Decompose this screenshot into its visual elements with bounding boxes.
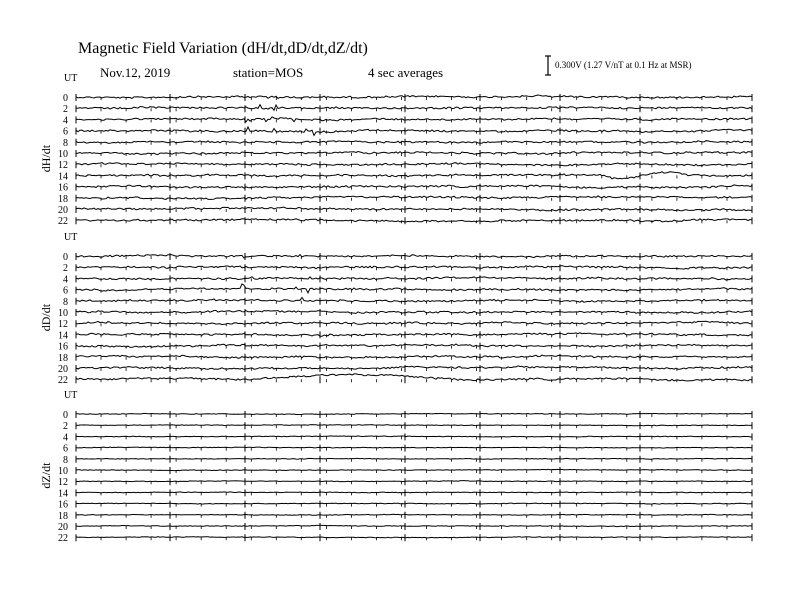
trace-line bbox=[76, 284, 752, 293]
date-label: Nov.12, 2019 bbox=[100, 65, 171, 80]
hour-tick-label: 18 bbox=[58, 193, 68, 205]
trace-line bbox=[76, 374, 752, 381]
hour-tick-label: 8 bbox=[63, 296, 68, 308]
trace-line bbox=[76, 492, 752, 493]
hour-tick-label: 4 bbox=[63, 274, 68, 286]
trace-line bbox=[76, 481, 752, 482]
hour-tick-label: 16 bbox=[58, 341, 68, 353]
trace-line bbox=[76, 514, 752, 515]
trace-line bbox=[76, 344, 752, 347]
hour-tick-label: 8 bbox=[63, 454, 68, 466]
trace-line bbox=[76, 95, 752, 98]
hour-tick-label: 20 bbox=[58, 522, 68, 533]
hour-tick-label: 2 bbox=[63, 421, 68, 433]
trace-line bbox=[76, 152, 752, 155]
chart-title: Magnetic Field Variation (dH/dt,dD/dt,dZ/dt) bbox=[78, 40, 368, 57]
trace-line bbox=[76, 277, 752, 280]
hour-tick-label: 10 bbox=[58, 466, 68, 477]
panel-label: dD/dt bbox=[39, 303, 53, 332]
trace-line bbox=[76, 458, 752, 459]
trace-line bbox=[76, 266, 752, 270]
ut-axis-label: UT bbox=[64, 232, 78, 243]
hour-tick-label: 18 bbox=[58, 510, 68, 522]
hour-tick-label: 18 bbox=[58, 352, 68, 364]
hour-tick-label: 4 bbox=[63, 432, 68, 444]
hour-tick-label: 6 bbox=[63, 285, 68, 297]
trace-line bbox=[76, 366, 752, 370]
panel-label: dZ/dt bbox=[39, 462, 53, 489]
hour-tick-label: 8 bbox=[63, 137, 68, 149]
hour-tick-label: 20 bbox=[58, 364, 68, 375]
trace-line bbox=[76, 298, 752, 303]
trace-line bbox=[76, 163, 752, 166]
trace-line bbox=[76, 436, 752, 437]
scale-label: 0.300V (1.27 V/nT at 0.1 Hz at MSR) bbox=[555, 60, 692, 70]
trace-line bbox=[76, 105, 752, 111]
hour-tick-label: 14 bbox=[58, 488, 68, 500]
hour-tick-label: 16 bbox=[58, 182, 68, 194]
hour-tick-label: 12 bbox=[58, 477, 68, 489]
scale-bar bbox=[545, 56, 692, 75]
trace-line bbox=[76, 447, 752, 448]
trace-line bbox=[76, 333, 752, 337]
hour-tick-label: 12 bbox=[58, 160, 68, 172]
trace-line bbox=[76, 525, 752, 526]
hour-tick-label: 14 bbox=[58, 330, 68, 342]
hour-tick-label: 0 bbox=[63, 93, 68, 104]
trace-line bbox=[76, 141, 752, 144]
hour-tick-label: 0 bbox=[63, 252, 68, 263]
panels bbox=[39, 73, 752, 544]
trace-line bbox=[76, 196, 752, 200]
ut-axis-label: UT bbox=[64, 73, 78, 84]
panel-dz-dt bbox=[39, 390, 752, 544]
trace-line bbox=[76, 172, 752, 179]
trace-line bbox=[76, 207, 752, 211]
hour-tick-label: 22 bbox=[58, 216, 68, 228]
hour-tick-label: 4 bbox=[63, 115, 68, 127]
trace-line bbox=[76, 425, 752, 426]
trace-line bbox=[76, 311, 752, 314]
hour-tick-label: 22 bbox=[58, 533, 68, 545]
hour-tick-label: 2 bbox=[63, 104, 68, 116]
trace-line bbox=[76, 219, 752, 222]
hour-tick-label: 6 bbox=[63, 443, 68, 455]
panel-dd-dt bbox=[39, 232, 752, 386]
trace-line bbox=[76, 117, 752, 122]
hour-tick-label: 10 bbox=[58, 149, 68, 160]
trace-line bbox=[76, 537, 752, 538]
hour-tick-label: 16 bbox=[58, 499, 68, 511]
ut-axis-label: UT bbox=[64, 390, 78, 401]
trace-line bbox=[76, 255, 752, 258]
trace-line bbox=[76, 185, 752, 188]
averaging-label: 4 sec averages bbox=[368, 65, 444, 80]
trace-line bbox=[76, 355, 752, 358]
hour-tick-label: 22 bbox=[58, 375, 68, 387]
hour-tick-label: 14 bbox=[58, 171, 68, 183]
hour-tick-label: 6 bbox=[63, 126, 68, 138]
hour-tick-label: 2 bbox=[63, 263, 68, 275]
panel-label: dH/dt bbox=[39, 144, 53, 173]
trace-line bbox=[76, 321, 752, 324]
trace-line bbox=[76, 127, 752, 135]
station-label: station=MOS bbox=[233, 65, 304, 80]
hour-tick-label: 0 bbox=[63, 410, 68, 421]
hour-tick-label: 10 bbox=[58, 308, 68, 319]
hour-tick-label: 12 bbox=[58, 319, 68, 331]
hour-tick-label: 20 bbox=[58, 205, 68, 216]
trace-line bbox=[76, 503, 752, 504]
trace-line bbox=[76, 413, 752, 414]
panel-dh-dt bbox=[39, 73, 752, 227]
trace-line bbox=[76, 469, 752, 470]
